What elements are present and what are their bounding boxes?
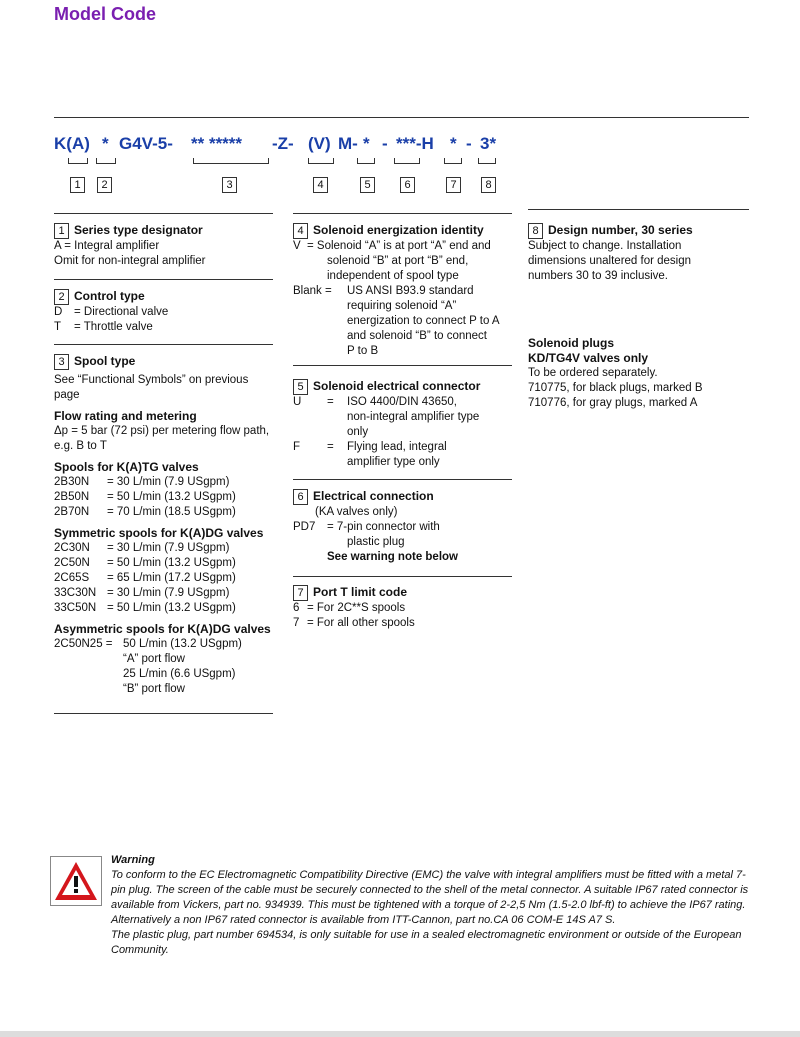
spool-flow: 50 L/min (13.2 USgpm) — [123, 638, 242, 650]
code-number: 3 — [222, 177, 237, 193]
plugs-subheading: KD/TG4V valves only — [528, 351, 649, 365]
divider — [293, 576, 512, 577]
code-part: -Z- — [272, 134, 294, 153]
ka-note: (KA valves only) — [315, 506, 398, 518]
section-number: 1 — [54, 223, 69, 239]
spool-code: 2C50N — [54, 557, 90, 569]
code-value: ISO 4400/DIN 43650, — [347, 396, 457, 408]
section-heading: Design number, 30 series — [548, 223, 693, 237]
sym-heading: Symmetric spools for K(A)DG valves — [54, 526, 264, 540]
code-value: US ANSI B93.9 standard — [347, 285, 474, 297]
code-part: * — [450, 134, 457, 153]
code-value: = Directional valve — [74, 306, 169, 318]
divider — [54, 344, 273, 345]
bracket — [394, 158, 420, 164]
tg-heading: Spools for K(A)TG valves — [54, 460, 199, 474]
code-value: only — [347, 426, 369, 438]
code-number: 1 — [70, 177, 85, 193]
col1-rule — [54, 213, 273, 214]
code-value: = Solenoid “A” is at port “A” end and — [307, 240, 491, 252]
code-part: * — [363, 134, 370, 153]
code-number: 2 — [97, 177, 112, 193]
bracket — [68, 158, 88, 164]
section-electrical-connector — [293, 378, 515, 470]
section-heading: Electrical connection — [313, 489, 434, 503]
col3-rule — [528, 209, 749, 210]
code-value: energization to connect P to A — [347, 315, 500, 327]
code-key: 7 — [293, 617, 300, 629]
code-number: 5 — [360, 177, 375, 193]
spool-flow: = 30 L/min (7.9 USgpm) — [107, 542, 230, 554]
spool-code: 2B70N — [54, 506, 90, 518]
section-number: 7 — [293, 585, 308, 601]
section-number: 6 — [293, 489, 308, 505]
code-part: G4V-5- — [119, 134, 173, 153]
code-part: - — [466, 134, 472, 153]
divider — [293, 479, 512, 480]
section-port-t — [293, 584, 515, 631]
code-value: independent of spool type — [327, 270, 459, 282]
bracket — [357, 158, 375, 164]
section-number: 3 — [54, 354, 69, 370]
series-line: Omit for non-integral amplifier — [54, 255, 206, 267]
bracket — [96, 158, 116, 164]
code-eq: = — [327, 441, 334, 453]
spool-code: 2C50N25 = — [54, 638, 113, 650]
section-heading: Port T limit code — [313, 585, 408, 599]
spool-flow: = 30 L/min (7.9 USgpm) — [107, 476, 230, 488]
bracket — [444, 158, 462, 164]
design-line: dimensions unaltered for design — [528, 255, 692, 267]
code-key: D — [54, 306, 63, 318]
page-bottom-bar — [0, 1031, 800, 1037]
warning-heading: Warning — [111, 854, 155, 866]
code-value: non-integral amplifier type — [347, 411, 480, 423]
code-key: PD7 — [293, 521, 316, 533]
spool-flow: “B” port flow — [123, 683, 185, 695]
code-part: ***-H — [396, 134, 434, 153]
code-key: U — [293, 396, 302, 408]
code-part: 3* — [480, 134, 497, 153]
warning-ref: See warning note below — [327, 551, 458, 563]
warning-text — [111, 853, 751, 958]
code-key: Blank = — [293, 285, 332, 297]
code-value: Flying lead, integral — [347, 441, 447, 453]
spool-code: 2C65S — [54, 572, 90, 584]
code-number: 6 — [400, 177, 415, 193]
code-part: K(A) — [54, 134, 90, 153]
divider — [54, 713, 273, 714]
spool-flow: = 70 L/min (18.5 USgpm) — [107, 506, 236, 518]
divider — [54, 279, 273, 280]
section-series-type — [54, 222, 274, 269]
code-key: T — [54, 321, 62, 333]
series-line: A = Integral amplifier — [54, 240, 160, 252]
section-heading: Solenoid energization identity — [313, 223, 484, 237]
section-heading: Solenoid electrical connector — [313, 379, 481, 393]
code-value: P to B — [347, 345, 379, 357]
section-number: 4 — [293, 223, 308, 239]
warning-paragraph: To conform to the EC Electromagnetic Compatibility Directive (EMC) the valve with integral amplifiers must be fitted with a metal 7-pin plug. The screen of the cable must be securely connected to the shell of the metal connector. A suitable IP67 rated connector is available from Vickers, part no. 934939. This must be tightened with a torque of 2-2,5 Nm (1.5-2.0 lbf-ft) to achieve the IP67 rating. Alternatively a non IP67 rated connector is available from ITT-Cannon, part no.CA 06 COM-E 14S A7 S. — [111, 869, 749, 926]
spool-flow: = 50 L/min (13.2 USgpm) — [107, 602, 236, 614]
code-eq: = — [327, 396, 334, 408]
code-value: = 7-pin connector with — [327, 521, 440, 533]
code-part: (V) — [308, 134, 331, 153]
code-value: and solenoid “B” to connect — [347, 330, 488, 342]
code-value: = For all other spools — [307, 617, 415, 629]
flow-heading: Flow rating and metering — [54, 409, 197, 423]
code-value: requiring solenoid “A” — [347, 300, 457, 312]
section-number: 5 — [293, 379, 308, 395]
code-key: V — [293, 240, 301, 252]
spool-flow: 25 L/min (6.6 USgpm) — [123, 668, 236, 680]
plugs-heading: Solenoid plugs — [528, 336, 614, 350]
code-number: 8 — [481, 177, 496, 193]
spool-code: 2B30N — [54, 476, 90, 488]
spool-flow: = 30 L/min (7.9 USgpm) — [107, 587, 230, 599]
section-number: 8 — [528, 223, 543, 239]
spool-note: See “Functional Symbols” on previous page — [54, 374, 249, 401]
col2-rule — [293, 213, 512, 214]
code-key: 6 — [293, 602, 300, 614]
design-line: Subject to change. Installation — [528, 240, 682, 252]
design-line: numbers 30 to 39 inclusive. — [528, 270, 668, 282]
code-number: 7 — [446, 177, 461, 193]
asym-heading: Asymmetric spools for K(A)DG valves — [54, 622, 271, 636]
spool-flow: = 65 L/min (17.2 USgpm) — [107, 572, 236, 584]
spool-flow: = 50 L/min (13.2 USgpm) — [107, 557, 236, 569]
page-title: Model Code — [54, 4, 156, 24]
spool-code: 33C30N — [54, 587, 97, 599]
spool-flow: “A” port flow — [123, 653, 185, 665]
spool-code: 2C30N — [54, 542, 90, 554]
section-solenoid-identity — [293, 222, 515, 359]
code-value: solenoid “B” at port “B” end, — [327, 255, 469, 267]
code-part: M- — [338, 134, 358, 153]
spool-code: 2B50N — [54, 491, 90, 503]
warning-paragraph: The plastic plug, part number 694534, is only suitable for use in a sealed electromagnetic environment or outside of the European Community. — [111, 929, 742, 956]
section-spool-type — [54, 353, 274, 697]
code-value: amplifier type only — [347, 456, 440, 468]
bracket — [308, 158, 334, 164]
bracket — [193, 158, 269, 164]
code-value: = For 2C**S spools — [307, 602, 406, 614]
bracket — [478, 158, 496, 164]
section-number: 2 — [54, 289, 69, 305]
code-part: ** ***** — [191, 134, 243, 153]
plug-line: 710776, for gray plugs, marked A — [528, 397, 698, 409]
code-part: * — [102, 134, 109, 153]
section-heading: Series type designator — [74, 223, 203, 237]
plug-line: 710775, for black plugs, marked B — [528, 382, 703, 394]
code-number: 4 — [313, 177, 328, 193]
plug-line: To be ordered separately. — [528, 367, 658, 379]
divider — [293, 365, 512, 366]
code-value: plastic plug — [347, 536, 405, 548]
code-value: = Throttle valve — [74, 321, 153, 333]
section-control-type — [54, 288, 274, 335]
top-divider — [54, 117, 749, 118]
section-design-number — [528, 222, 750, 411]
spool-flow: = 50 L/min (13.2 USgpm) — [107, 491, 236, 503]
section-heading: Spool type — [74, 354, 136, 368]
spool-code: 33C50N — [54, 602, 97, 614]
section-electrical-connection — [293, 488, 515, 565]
flow-text: Δp = 5 bar (72 psi) per metering flow path, e.g. B to T — [54, 425, 270, 452]
section-heading: Control type — [74, 289, 145, 303]
code-part: - — [382, 134, 388, 153]
code-key: F — [293, 441, 301, 453]
warning-icon — [50, 856, 102, 906]
